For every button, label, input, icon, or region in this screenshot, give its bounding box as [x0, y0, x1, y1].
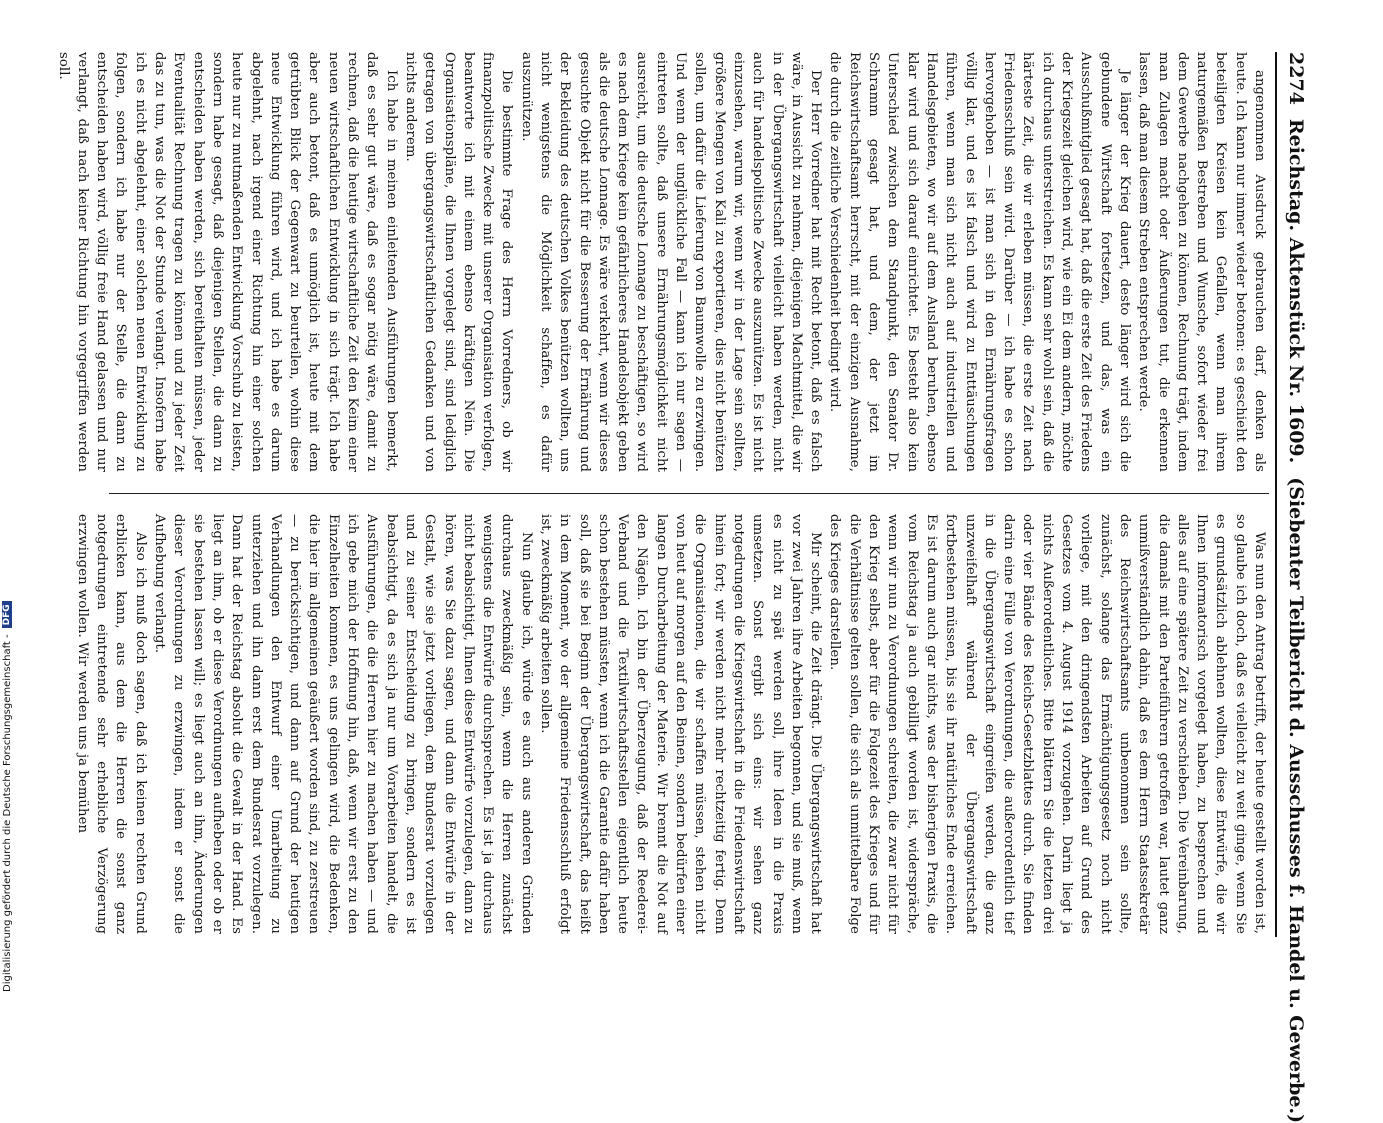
text-column-left [55, 52, 1269, 472]
paragraph: Der Herr Vorredner hat mit Recht betont, daß es falsch wäre, in Aussicht zu nehmen, diejenigen Machtmittel, die wir in der Übergangswirtschaft vielleicht haben werden, nicht auch für handelspolitische Zwecke auszunützen. Es ist nicht einzusehen, warum wir, wenn wir in der Lage sein sollten, größere Mengen von Kali zu exportieren, dies nicht benützen sollen, um dafür die Lieferung von Baumwolle zu erzwingen. Und wenn der unglückliche Fall — kann ich nur sagen — eintreten sollte, daß unsere Ernährungsmöglichkeit nicht ausreicht, um die deutsche Lonnage zu beschäftigen, so wird es nach dem Kriege kein gefährlicheres Handelsobjekt geben als die deutsche Lonnage. Es wäre verkehrt, wenn wir dieses gesuchte Objekt nicht für die Besserung der Ernährung und der Bekleidung des deutschen Volkes benützen wollten, uns nicht wenigstens die Möglichkeit schaffen, es dafür auszunützen. [518, 52, 824, 472]
paragraph: Was nun den Antrag betrifft, der heute gestellt worden ist, so glaube ich doch, daß es vielleicht zu weit ginge, wenn Sie es grundsätzlich ablehnen wollten, diese Entwürfe, die wir Ihnen informatorisch vorgelegt haben, zu besprechen und alles auf eine spätere Zeit zu verschieben. Die Vereinbarung, die damals mit den Parteiführern getroffen war, lautet ganz unmißverständlich dahin, daß es dem Herrn Staatssekretär des Reichswirtschaftsamts unbenommen sein sollte, zunächst, solange das Ermächtigungsgesetz noch nicht vorliege, mit den dringendsten Arbeiten auf Grund des Gesetzes vom 4. August 1914 vorzugehen. Darin liegt ja nichts Außerordentliches. Bitte blättern Sie die letzten drei oder vier Bände des Reichs-Gesetzblattes durch. Sie finden darin eine Fülle von Verordnungen, die außerordentlich tief in die Übergangswirtschaft eingreifen werden, die ganz unzweifelhaft während der Übergangswirtschaft fortbestehen müssen, bis sie ihr natürliches Ende erreichen. Es ist darum auch gar nichts, was der bisherigen Praxis, die vom Reichstag ja auch gebilligt worden ist, widerspräche, wenn wir nun zu Verordnungen schreiten, die zwar nicht für den Krieg selbst, aber für die Folgezeit des Krieges und für die Verhältnisse gelten sollen, die sich als unmittelbare Folge des Krieges darstellen. [827, 514, 1267, 934]
paragraph: Die bestimmte Frage des Herrn Vorredners, ob wir finanzpolitische Zwecke mit unserer Organisation verfolgen, beantworte ich mit einem ebenso kräftigen Nein. Die Organisationspläne, die Ihnen vorgelegt sind, sind lediglich getragen von übergangswirtschaftlichen Gedanken und von nichts anderem. [402, 52, 515, 472]
paragraph: Mir scheint, die Zeit drängt. Die Übergangswirtschaft hat vor zwei Jahren ihre Arbeiten begonnen, und sie muß, wenn es nicht zu spät werden soll, ihre Ideen in die Praxis umsetzen. Sonst ergibt sich eins: wir sehen ganz notgedrungen die Kriegswirtschaft in die Friedenswirtschaft hinein fort; wir werden nicht mehr rechtzeitig fertig. Denn die Organisationen, die wir schaffen müssen, stehen nicht von heut auf morgen auf den Beinen, sondern bedürfen einer langen Durcharbeitung der Materie. Wir brennt die Not auf den Nägeln. Ich bin der Überzeugung, daß der Reederei-Verband und die Textilwirtschaftsstellen eigentlich heute schon bestehen müssten, wenn ich die Garantie dafür haben soll, daß sie bei Beginn der Übergangswirtschaft, das heißt in dem Moment, wo der allgemeine Friedensschluß erfolgt ist, zweckmäßig arbeiten sollen. [538, 514, 824, 934]
credit-text: Digitalisierung gefördert durch die Deutsche Forschungsgemeinschaft - [1, 634, 13, 992]
paragraph: angenommen Ausdruck gebrauchen darf, denken als heute. Ich kann nur immer wieder betonen: es geschieht den beteiligten Kreisen kein Gefallen, wenn man ihrem naturgemäßen Bestreben und Wunsche, sofort wieder frei dem Gewerbe nachgehen zu können, Rechnung trägt, indem man Zulagen macht oder Äußerungen tut, die erkennen lassen, daß man diesem Streben entsprechen werde. [1136, 52, 1267, 472]
scanned-page [55, 52, 1383, 1123]
digitization-credit-strip [0, 0, 14, 1000]
paragraph: Also ich muß doch sagen, daß ich keinen rechten Grund erblicken kann, aus dem die Herren die sonst ganz notgedrungen eintretende sehr erhebliche Verzögerung erzwingen wollen. Wir werden uns ja bemühen [74, 514, 148, 934]
text-column-right [74, 514, 1269, 934]
header-rule [1275, 52, 1277, 937]
running-title: Reichstag. Aktenstück Nr. 1609. [1285, 118, 1307, 464]
rotated-page-content [55, 52, 1313, 1123]
dfg-logo: DFG [2, 601, 12, 628]
running-subtitle: (Siebenter Teilbericht d. Ausschusses f. Handel u. Gewerbe.) [1285, 477, 1307, 1123]
paragraph: Je länger der Krieg dauert, desto länger wird sich die gebundene Wirtschaft fortsetzen, und das, was ein Ausschußmitglied gesagt hat, daß die erste Zeit des Friedens der Kriegszeit gleichen wird, wie ein Ei dem andern, möchte ich durchaus unterstreichen. Es kann sehr wohl sein, daß die härteste Zeit, die wir erleben müssen, die erste Zeit nach Friedensschluß sein wird. Darüber — ich habe es schon hervorgehoben — ist man sich in den Ernährungsfragen völlig klar, und es ist falsch und wird zu Enttäuschungen führen, wenn man sich nicht auch auf industriellen und Handelsgebieten, wo wir auf dem Ausland beruhen, ebenso klar wird und sich darauf einrichtet. Es besteht also kein Unterschied zwischen dem Standpunkt, den Senator Dr. Schramm gesagt hat, und dem, der jetzt im Reichswirtschaftsamt herrscht, mit der einzigen Ausnahme, die durch die zeitliche Verschiedenheit bedingt wird. [827, 52, 1132, 472]
column-divider [109, 493, 1269, 494]
page-number: 2274 [1285, 52, 1307, 105]
page-header [1279, 52, 1313, 1123]
paragraph: Ich habe in meinen einleitenden Ausführungen bemerkt, daß es sehr gut wäre, daß es sogar nötig wäre, damit zu rechnen, daß die heutige wirtschaftliche Zeit den Keim einer neuen wirtschaftlichen Entwicklung in sich trägt. Ich habe aber auch betont, daß es unmöglich ist, heute mit dem getrübten Blick der Gegenwart zu beurteilen, wohin diese neue Entwicklung führen wird, und ich habe es darum abgelehnt, nach irgend einer Richtung hin einer solchen heute nur zu mutmaßenden Entwicklung Vorschub zu leisten, sondern habe gesagt, daß diejenigen Stellen, die dann zu entscheiden haben werden, sich bereithalten müssen, jeder Eventualität Rechnung tragen zu können und zu jeder Zeit das zu tun, was die Not der Stunde verlangt. Insofern habe ich es nicht abgelehnt, einer solchen neuen Entwicklung zu folgen, sondern ich habe nur der Stelle, die dann zu entscheiden haben wird, völlig freie Hand gelassen und nur verlangt, daß nach keiner Richtung hin vorgegriffen werden soll. [55, 52, 399, 472]
paragraph: Nun glaube ich, würde es auch aus anderen Gründen durchaus zweckmäßig sein, wenn die Herren zunächst wenigstens die Entwürfe durchsprechen. Es ist ja durchaus nicht beabsichtigt, Ihnen diese Entwürfe vorzulegen, dann zu hören, was Sie dazu sagen, und dann die Entwürfe in der Gestalt, wie sie jetzt vorliegen, dem Bundesrat vorzulegen und zu seiner Entscheidung zu bringen, sondern es ist beabsichtigt, da es sich ja nur um Vorarbeiten handelt, die Ausführungen, die die Herren hier zu machen haben — und ich gebe mich der Hoffnung hin, daß, wenn wir erst zu den Einzelheiten kommen, es uns gelingen wird, die Bedenken, die hier im allgemeinen geäußert worden sind, zu zerstreuen — zu berücksichtigen, und dann auf Grund der heutigen Verhandlungen den Entwurf einer Umarbeitung zu unterziehen und ihn dann erst dem Bundesrat vorzulegen. Dann hat der Reichstag absolut die Gewalt in der Hand. Es liegt an ihm, ob er diese Verordnungen aufheben oder ob er sie bestehen lassen will; es liegt auch an ihm, Änderungen dieser Verordnungen zu erzwingen, indem er sonst die Aufhebung verlangt. [152, 514, 534, 934]
